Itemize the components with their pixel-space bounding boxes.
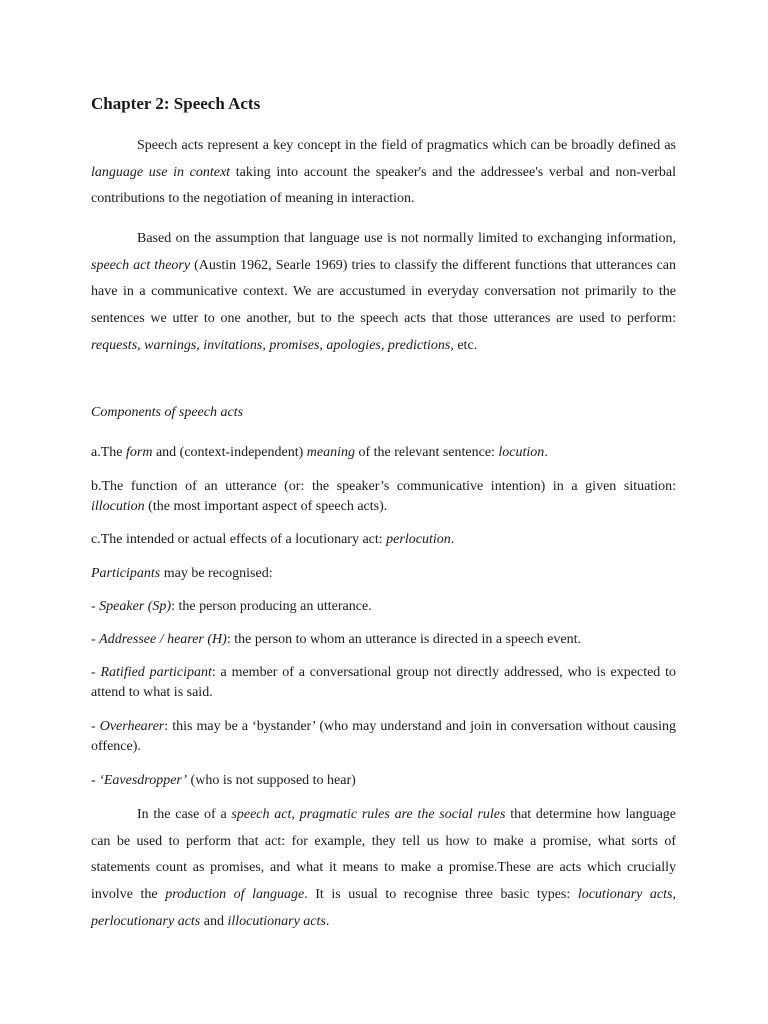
emphasis-term: locutionary acts [577, 887, 673, 903]
text-run: c.The intended or actual effects of a locutionary act: [91, 532, 387, 547]
text-run: may be recognised: [160, 566, 273, 581]
component-item-b [91, 477, 676, 517]
text-run: : the person producing an utterance. [171, 599, 372, 614]
emphasis-term: production of language [165, 887, 305, 903]
component-item-a [91, 443, 676, 463]
emphasis-term: perlocutionary acts [91, 913, 201, 929]
text-run: and (context-independent) [152, 445, 307, 460]
text-run: In the case of a [137, 807, 232, 822]
emphasis-term: language use in context [91, 164, 231, 180]
emphasis-term: Participants [91, 566, 161, 581]
emphasis-term: Components of speech acts [91, 405, 244, 420]
text-run: (the most important aspect of speech acts). [144, 499, 388, 514]
pragmatic-rules-paragraph [91, 802, 676, 936]
text-run: . [450, 532, 455, 547]
text-run: : the person to whom an utterance is directed in a speech event. [226, 632, 581, 647]
emphasis-term: speech act theory [91, 257, 191, 273]
text-run: . [544, 445, 548, 460]
participant-eavesdropper [91, 771, 676, 791]
emphasis-term: illocutionary acts [227, 913, 326, 929]
participant-addressee [91, 630, 676, 650]
text-run: - [91, 719, 100, 734]
emphasis-term: Speaker (Sp) [99, 599, 172, 614]
emphasis-term: locution [498, 445, 545, 460]
text-run: - [91, 632, 100, 647]
components-heading [91, 403, 676, 423]
text-run: a.The [91, 445, 126, 460]
emphasis-term: ‘Eavesdropper’ [99, 773, 188, 788]
chapter-title: Chapter 2: Speech Acts [91, 94, 261, 113]
emphasis-term: Overhearer [99, 719, 165, 734]
participants-intro [91, 564, 676, 584]
component-item-c [91, 530, 676, 550]
text-run: Speech acts represent a key concept in the field of pragmatics which can be broadly defined as [137, 138, 676, 153]
text-run: . [325, 913, 330, 929]
text-run: - [91, 599, 100, 614]
text-run: taking into account the speaker's and the addressee's verbal and non-verbal contributions to the negotiation of meaning in interaction. [91, 164, 676, 207]
text-run: - [91, 665, 101, 680]
text-run: of the relevant sentence: [354, 445, 499, 460]
text-run: (Austin 1962, Searle 1969) tries to classify the different functions that utterances can have in a communicative context. We are accustumed in everyday conversation not primarily to the sentences we utter to one another, but to the speech acts that those utterances are used to perform: [91, 257, 676, 327]
text-run: . It is usual to recognise three basic types: [304, 887, 578, 903]
text-run: Based on the assumption that language use is not normally limited to exchanging information, [137, 231, 676, 246]
emphasis-term: requests, warnings, invitations, promises, apologies, predictions [91, 337, 451, 353]
text-run: : this may be a ‘bystander’ (who may understand and join in conversation without causing offence). [91, 719, 676, 754]
emphasis-term: form [125, 445, 153, 460]
participant-ratified [91, 663, 676, 703]
text-run: , etc. [450, 337, 478, 353]
emphasis-term: perlocution [386, 532, 451, 547]
intro-paragraph [91, 133, 676, 213]
text-run: that determine how language can be used to perform that act: for example, they tell us how to make a promise, what sorts of statements count as promises, and what it means to make a promise.These are acts which crucially involve the [91, 807, 677, 903]
text-run: : a member of a conversational group not directly addressed, who is expected to attend to what is said. [91, 665, 676, 700]
text-run: (who is not supposed to hear) [187, 773, 356, 788]
text-run: , [672, 887, 676, 903]
emphasis-term: speech act, pragmatic rules are the social rules [231, 807, 506, 822]
emphasis-term: meaning [306, 445, 355, 460]
theory-paragraph [91, 226, 676, 360]
emphasis-term: illocution [91, 499, 145, 514]
participant-speaker [91, 597, 676, 617]
text-run: b.The function of an utterance (or: the speaker’s communicative intention) in a given situation: [91, 479, 676, 494]
participant-overhearer [91, 717, 676, 757]
text-run: - [91, 773, 100, 788]
emphasis-term: Ratified participant [100, 665, 212, 680]
text-run: and [200, 913, 228, 929]
emphasis-term: Addressee / hearer (H) [99, 632, 227, 647]
